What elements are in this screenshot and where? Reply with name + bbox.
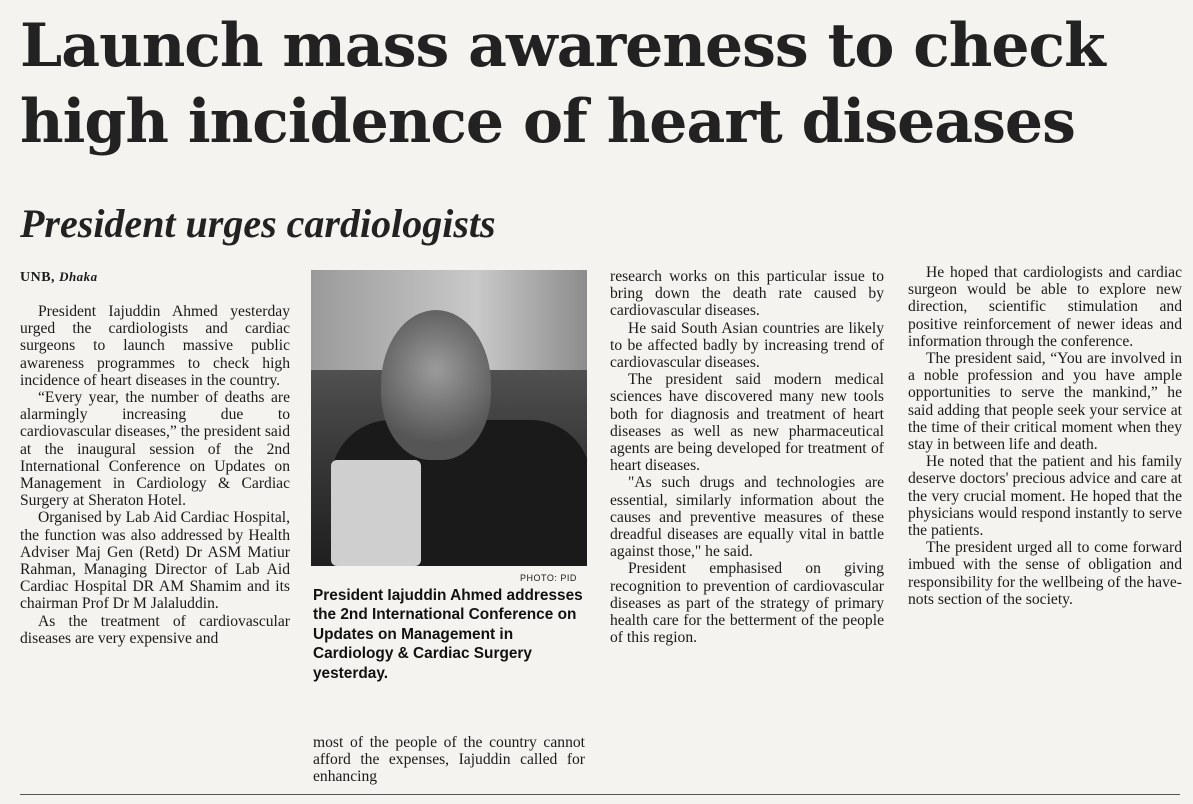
bottom-rule (20, 794, 1180, 795)
article-column-2 (313, 734, 585, 786)
photo-caption: President Iajuddin Ahmed addresses the 2nd International Conference on Updates on Management in Cardiology & Cardiac Surgery yesterday. (313, 587, 583, 682)
article-column-3 (610, 268, 884, 646)
paragraph: He hoped that cardiologists and cardiac surgeon would be able to explore new direction, scientific stimulation and positive reinforcement of newer ideas and information through the conference. (908, 264, 1182, 350)
paragraph: President Iajuddin Ahmed yesterday urged the cardiologists and cardiac surgeons to launch massive public awareness programmes to check high incidence of heart diseases in the country. (20, 303, 290, 389)
byline-location: Dhaka (59, 269, 98, 284)
president-photo (311, 270, 587, 566)
paragraph: President emphasised on giving recognition to prevention of cardiovascular diseases as part of the strategy of primary health care for the betterment of the people of this region. (610, 560, 884, 647)
paragraph: research works on this particular issue to bring down the death rate caused by cardiovascular diseases. (610, 268, 884, 320)
article-column-4 (908, 264, 1182, 608)
headline: Launch mass awareness to check high incidence of heart diseases (20, 11, 1105, 157)
byline (20, 269, 98, 286)
byline-agency: UNB, (20, 270, 56, 285)
paragraph: He said South Asian countries are likely to be affected badly by increasing trend of cardiovascular diseases. (610, 319, 884, 372)
paragraph: As the treatment of cardiovascular diseases are very expensive and (20, 612, 290, 647)
paragraph: The president said modern medical sciences have discovered many new tools both for diagnosis and treatment of heart diseases as well as new pharmaceutical agents are being developed for treatment of heart diseases. (610, 371, 884, 475)
paragraph: "As such drugs and technologies are essential, similarly information about the causes and preventive measures of these dreadful diseases are equally vital in battle against those," he said. (610, 474, 884, 561)
paragraph: Organised by Lab Aid Cardiac Hospital, the function was also addressed by Health Adviser Maj Gen (Retd) Dr ASM Matiur Rahman, Managing Director of Lab Aid Cardiac Hospital DR AM Shamim and its chairman Prof Dr M Jalaluddin. (20, 509, 290, 613)
photo-microphones (331, 460, 421, 566)
photo-head (381, 310, 491, 460)
paragraph: He noted that the patient and his family deserve doctors' precious advice and care at the very crucial moment. He hoped that the physicians would respond instantly to serve the patients. (908, 453, 1182, 540)
photo-credit: PHOTO: PID (520, 573, 577, 583)
article-column-1 (20, 303, 290, 647)
paragraph: most of the people of the country cannot afford the expenses, Iajuddin called for enhancing (313, 734, 585, 786)
subheadline: President urges cardiologists (20, 201, 496, 246)
paragraph: “Every year, the number of deaths are alarmingly increasing due to cardiovascular diseases,” the president said at the inaugural session of the 2nd International Conference on Updates on Management in Cardiology & Cardiac Surgery at Sheraton Hotel. (20, 389, 290, 510)
paragraph: The president urged all to come forward imbued with the sense of obligation and responsibility for the wellbeing of the have-nots section of the society. (908, 539, 1182, 608)
paragraph: The president said, “You are involved in a noble profession and you have ample opportunities to serve the mankind,” he said adding that people seek your service at the time of their critical moment when they stay in between life and death. (908, 350, 1182, 454)
